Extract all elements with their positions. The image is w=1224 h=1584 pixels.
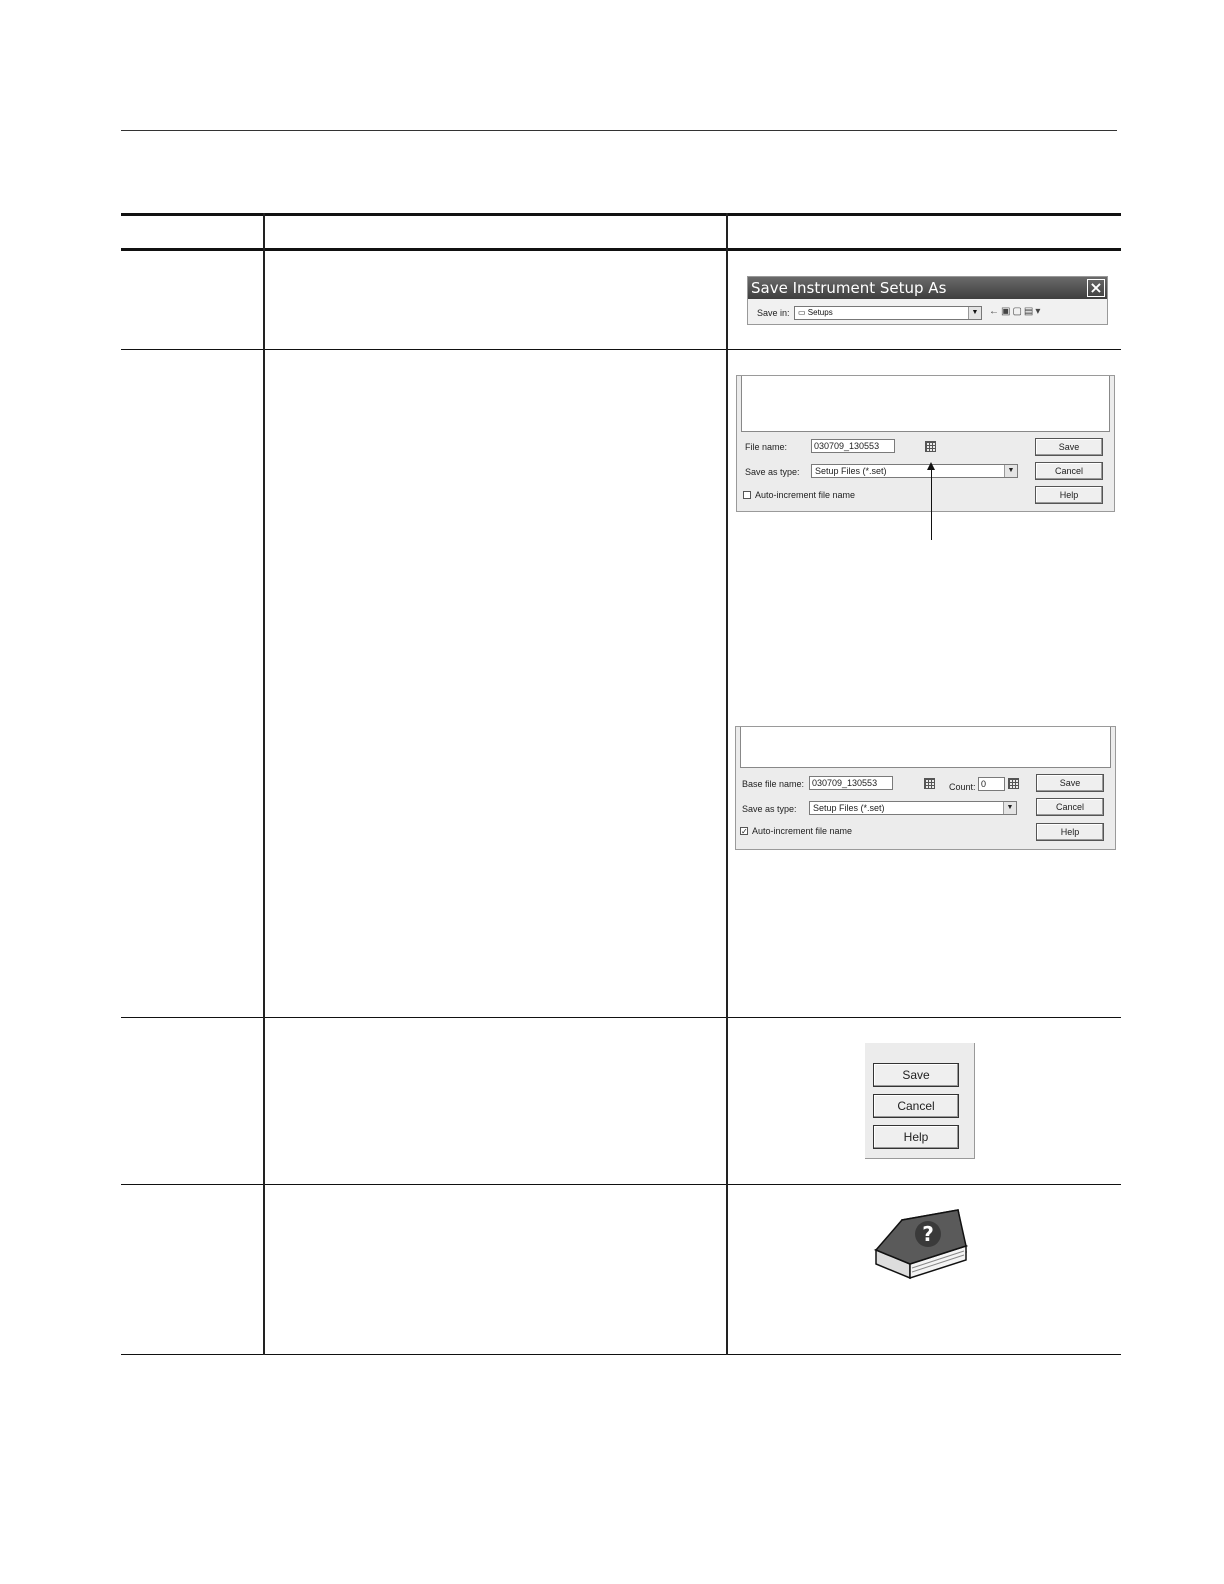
save-as-type-value: Setup Files (*.set): [815, 466, 887, 476]
cancel-button[interactable]: Cancel: [873, 1094, 959, 1118]
save-as-type-label: Save as type:: [745, 467, 800, 477]
file-list-area[interactable]: [741, 376, 1110, 432]
cancel-button[interactable]: Cancel: [1035, 462, 1103, 480]
keyboard-icon[interactable]: [924, 778, 935, 789]
row-divider: [121, 1184, 1121, 1185]
count-input[interactable]: 0: [978, 777, 1005, 791]
row-divider: [121, 349, 1121, 350]
column-divider: [263, 213, 265, 1355]
new-folder-icon[interactable]: ▢: [1012, 306, 1024, 317]
page-top-rule: [121, 130, 1117, 131]
save-button[interactable]: Save: [1035, 438, 1103, 456]
file-name-input[interactable]: 030709_130553: [811, 439, 895, 453]
save-as-type-label: Save as type:: [742, 804, 797, 814]
chevron-down-icon[interactable]: ▼: [1004, 465, 1017, 477]
auto-increment-checkbox[interactable]: [743, 491, 751, 499]
save-button[interactable]: Save: [1036, 774, 1104, 792]
auto-increment-checkbox[interactable]: ✓: [741, 827, 748, 836]
cancel-button[interactable]: Cancel: [1036, 798, 1104, 816]
chevron-down-icon[interactable]: ▼: [968, 307, 981, 319]
folder-icon: ▭: [798, 308, 806, 317]
chevron-down-icon[interactable]: ▼: [1003, 802, 1016, 814]
save-in-label: Save in:: [757, 308, 790, 318]
row-divider: [121, 1017, 1121, 1018]
svg-text:?: ?: [922, 1222, 934, 1246]
auto-increment-label: Auto-increment file name: [752, 826, 853, 836]
file-list-area[interactable]: [740, 727, 1111, 768]
pointer-arrow-line: [931, 468, 932, 540]
base-file-name-input[interactable]: 030709_130553: [809, 776, 893, 790]
dialog-title: Save Instrument Setup As: [751, 279, 947, 297]
help-book-shape: [876, 1210, 966, 1278]
table-header-rule: [121, 248, 1121, 251]
help-button[interactable]: Help: [1036, 823, 1104, 841]
count-label: Count:: [949, 782, 976, 792]
help-button[interactable]: Help: [1035, 486, 1103, 504]
save-as-type-dropdown[interactable]: [811, 464, 1018, 478]
up-folder-icon[interactable]: ▣: [1001, 306, 1013, 317]
keyboard-icon[interactable]: [1008, 778, 1019, 789]
help-book-icon[interactable]: [872, 1206, 968, 1290]
table-bottom-rule: [121, 1354, 1121, 1355]
save-as-type-dropdown[interactable]: [809, 801, 1017, 815]
save-in-value: Setups: [807, 308, 833, 317]
save-in-dropdown[interactable]: [794, 306, 982, 320]
save-dialog-auto-increment: [735, 726, 1116, 850]
save-dialog-single: [736, 375, 1115, 512]
base-file-name-label: Base file name:: [742, 779, 805, 789]
dialog-button-group: [865, 1043, 975, 1159]
save-button[interactable]: Save: [873, 1063, 959, 1087]
save-as-type-value: Setup Files (*.set): [813, 803, 885, 813]
dialog-title-bar: [748, 277, 1107, 299]
file-name-label: File name:: [745, 442, 788, 452]
help-button[interactable]: Help: [873, 1125, 959, 1149]
table-top-rule: [121, 213, 1121, 216]
auto-increment-label: Auto-increment file name: [755, 490, 856, 500]
save-dialog-title-snippet: [747, 276, 1108, 325]
close-icon[interactable]: ×: [1087, 279, 1105, 297]
column-divider: [726, 213, 728, 1355]
dialog-toolbar: [989, 306, 1042, 317]
back-icon[interactable]: ←: [989, 306, 1001, 317]
view-menu-icon[interactable]: ▤▾: [1023, 306, 1043, 317]
keyboard-icon[interactable]: [925, 441, 936, 452]
